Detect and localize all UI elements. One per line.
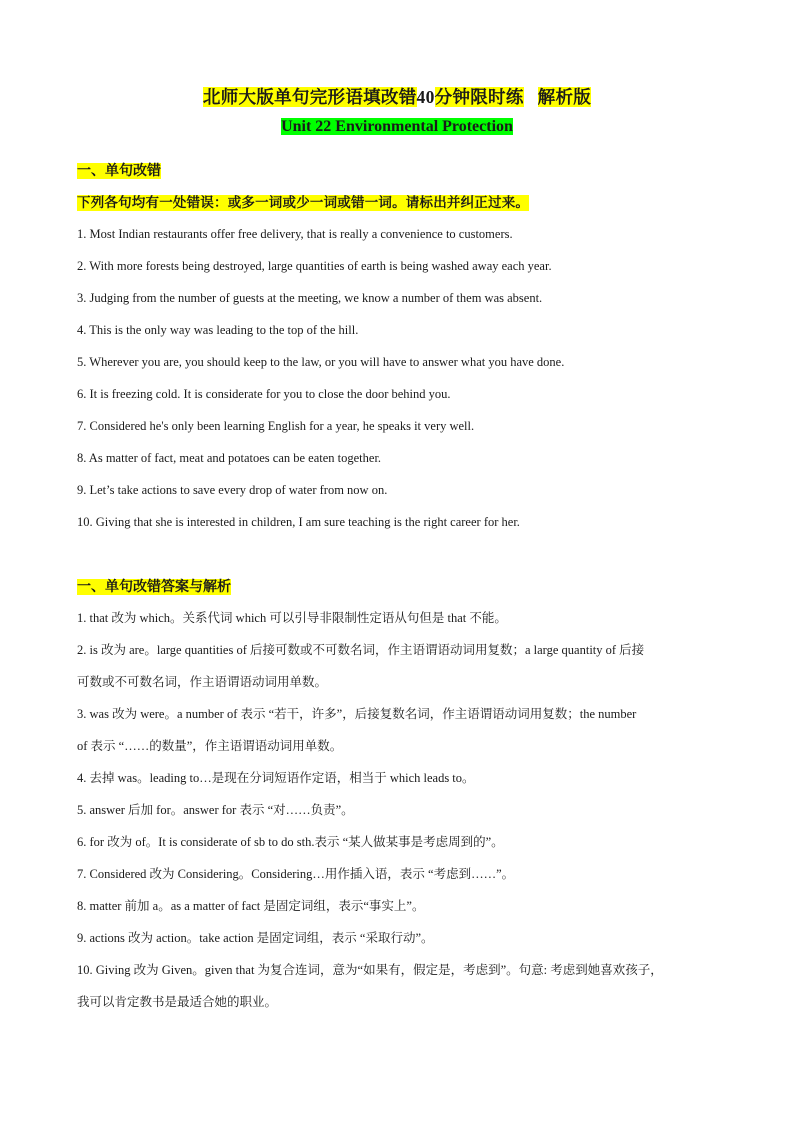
answer-item: 2. is 改为 are。large quantities of 后接可数或不可数名词，作主语谓语动词用复数；a large quantity of 后接 — [77, 643, 645, 657]
title-part-4: 解析版 — [537, 87, 592, 107]
question-item: 5. Wherever you are, you should keep to the law, or you will have to answer what you have done. — [77, 355, 565, 369]
unit-title-row — [0, 118, 794, 136]
instruction-row — [77, 191, 529, 211]
answer-item: 5. answer 后加 for。answer for 表示 “对……负责”。 — [77, 803, 354, 817]
answer-item: 7. Considered 改为 Considering。Considering…用作插入语，表示 “考虑到……”。 — [77, 867, 515, 881]
title-part-3: 分钟限时练 — [434, 87, 524, 107]
section2-heading-row — [77, 576, 231, 596]
question-item: 4. This is the only way was leading to the top of the hill. — [77, 323, 359, 337]
document-title — [0, 84, 794, 109]
answer-item: 4. 去掉 was。leading to…是现在分词短语作定语，相当于 which leads to。 — [77, 771, 475, 785]
answer-item: 9. actions 改为 action。take action 是固定词组，表示 “采取行动”。 — [77, 931, 434, 945]
question-item: 8. As matter of fact, meat and potatoes can be eaten together. — [77, 451, 382, 465]
question-item: 1. Most Indian restaurants offer free delivery, that is really a convenience to customers. — [77, 227, 513, 241]
question-item: 6. It is freezing cold. It is considerate for you to close the door behind you. — [77, 387, 451, 401]
section1-heading-row — [77, 160, 161, 180]
question-item: 3. Judging from the number of guests at the meeting, we know a number of them was absent. — [77, 291, 543, 305]
question-item: 9. Let’s take actions to save every drop of water from now on. — [77, 483, 388, 497]
answer-item: 1. that 改为 which。关系代词 which 可以引导非限制性定语从句但是 that 不能。 — [77, 611, 507, 625]
answer-item-continued: of 表示 “……的数量”，作主语谓语动词用单数。 — [77, 739, 343, 753]
answer-item: 3. was 改为 were。a number of 表示 “若干，许多”，后接复数名词，作主语谓语动词用复数；the number — [77, 707, 637, 721]
section2-heading: 一、单句改错答案与解析 — [77, 579, 231, 595]
section1-heading: 一、单句改错 — [77, 163, 161, 179]
instruction-text: 下列各句均有一处错误：或多一词或少一词或错一词。请标出并纠正过来。 — [77, 195, 530, 211]
title-part-2: 40 — [416, 87, 435, 107]
question-item: 10. Giving that she is interested in children, I am sure teaching is the right career for her. — [77, 515, 520, 529]
answer-item-continued: 我可以肯定教书是最适合她的职业。 — [77, 995, 278, 1009]
question-item: 7. Considered he's only been learning English for a year, he speaks it very well. — [77, 419, 475, 433]
unit-title: Unit 22 Environmental Protection — [281, 118, 513, 135]
title-part-1: 北师大版单句完形语填改错 — [202, 87, 417, 107]
answer-item: 6. for 改为 of。It is considerate of sb to do sth.表示 “某人做某事是考虑周到的”。 — [77, 835, 504, 849]
answer-item: 8. matter 前加 a。as a matter of fact 是固定词组，表示“事实上”。 — [77, 899, 425, 913]
answer-item-continued: 可数或不可数名词，作主语谓语动词用单数。 — [77, 675, 328, 689]
answer-item: 10. Giving 改为 Given。given that 为复合连词，意为“如果有，假定是，考虑到”。句意: 考虑到她喜欢孩子， — [77, 963, 663, 977]
question-item: 2. With more forests being destroyed, large quantities of earth is being washed away each year. — [77, 259, 552, 273]
